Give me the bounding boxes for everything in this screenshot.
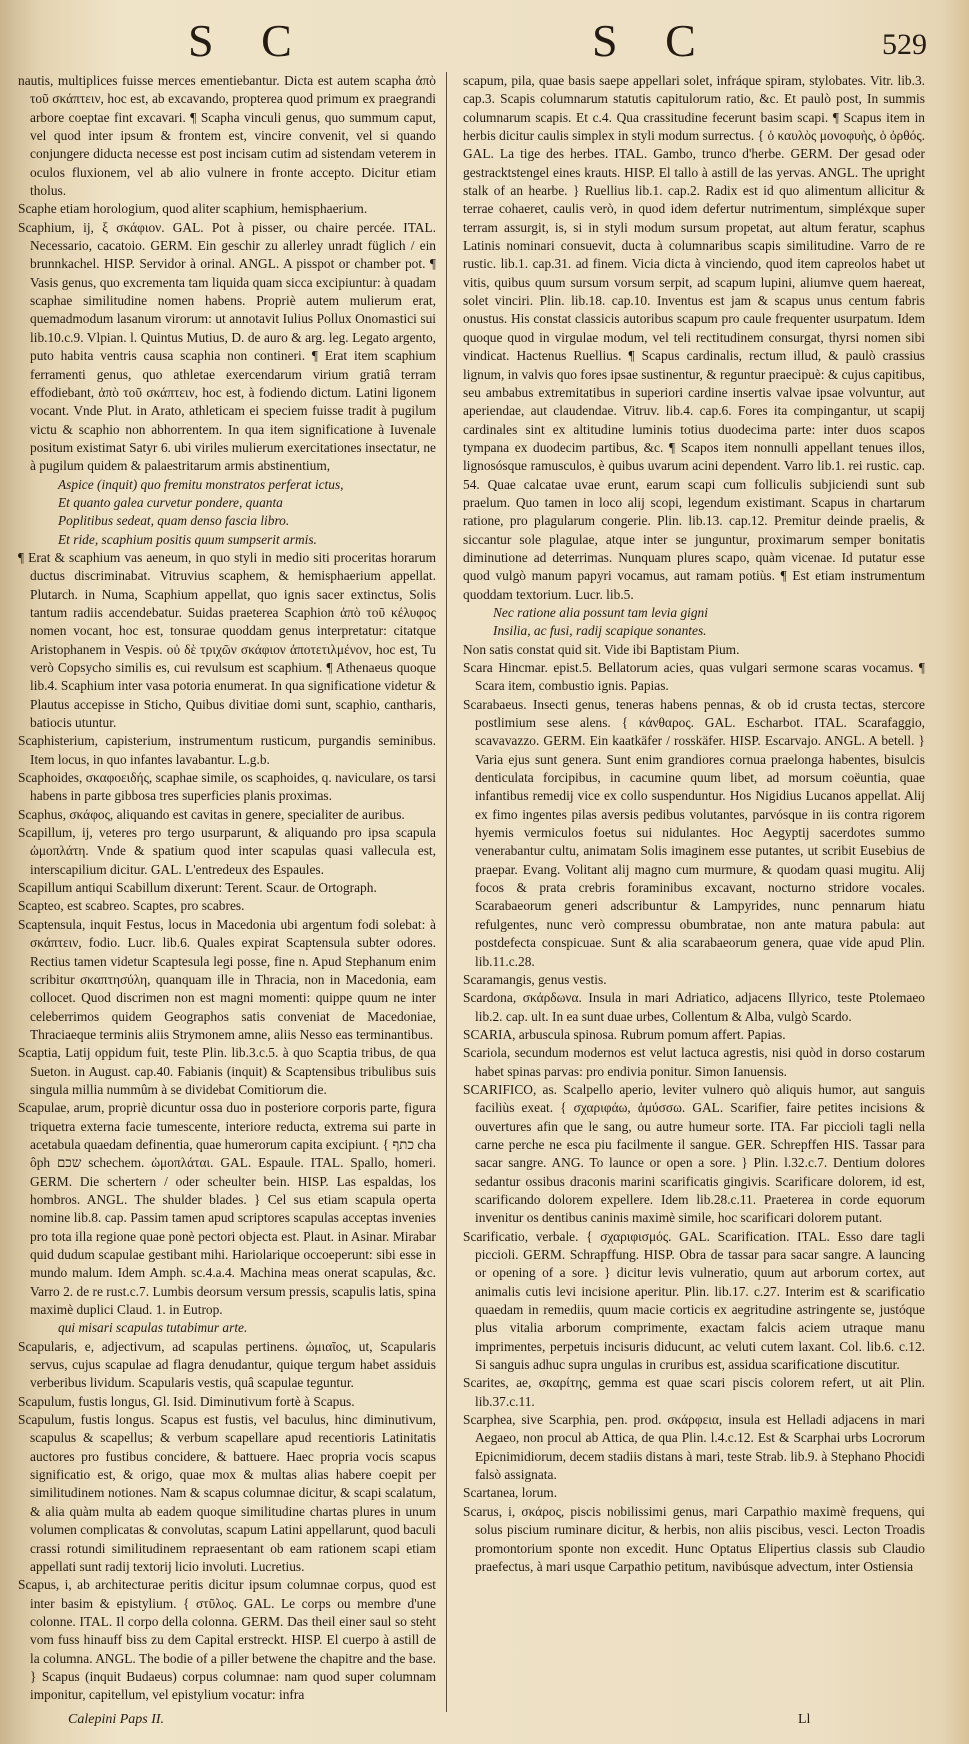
verse-line: Et ride, scaphium positis quum sumpserit armis. (58, 531, 317, 547)
entry-paragraph: Scarus, i, σκάρος, piscis nobilissimi genus, mari Carpathio maximè frequens, qui solus piscium ruminare dicitur, & herbis, non aliis piscibus, vesci. Lecton Troadis promontorium sponte non excedit. Hunc Optatus Elipertius classis sub Claudio praefectus, à mari usque Carpathio petitum, navibúsque advectum, inter Ostiensia (463, 1503, 925, 1574)
entry-paragraph: Scartanea, lorum. (463, 1485, 558, 1501)
running-head-right: S C (592, 15, 714, 66)
right-column (463, 72, 925, 1722)
entry-paragraph: scapum, pila, quae basis saepe appellari solet, infráque spiram, stylobates. Vitr. lib.3. cap.3. Scapis columnarum statutis capitulorum ratio, &c. Et paulò post, In summis columnarum scapis. Et c.4. Qua crassitudine fecerunt basim scapi. ¶ Scapus item in herbis dicitur caulis simplex in styli modum surrectus. { ὁ καυλὸς μονοφυὴς, ὁ ὀρθός. GAL. La tige des herbes. ITAL. Gambo, trunco d'herbe. GERM. Der gesad oder gestracktstengel eines krauts. HISP. El tallo à astill de las yervas. ANGL. The upright stalk of an hearbe. } Ruellius lib.1. cap.2. Radix est id quo alimentum allicitur & terrae cohaeret, caulis verò, in quod idem defertur nutrimentum, simpléxque super terram assurgit, is, si in styli modum sursum propetat, aut altum feratur, scaphus Latinis nominari consuevit, ducta à columnaribus scapis similitudine. Varro de re rustic. lib.1. cap.31. ad finem. Vicia dicta à vinciendo, quod item capreolos habet ut vitis, quibus quum sursum vorsum serpit, ad scapum lupini, aliumve quem haereat, solet vinciri. Plin. lib.18. cap.10. Inventus est jam & scapus unus centum fabris onustus. His constat classicis autoribus scapum pro caule frequenter usurpatum. Idem quoque quod in virgulae modum, vel teli rectitudinem consurgat, thyrsi nomen sibi vindicat. Hactenus Ruellius. ¶ Scapus cardinalis, rectum illud, & paulò crassius lignum, in valvis quo fores ipsae sustinentur, & reguntur praecipuè: & cujus capitibus, seu ambabus extremitatibus in superiori cardine insertis valvae ipsae volvuntur, aut aperiendae, aut claudendae. Vitruv. lib.4. cap.6. Fores ita compingantur, ut scapij cardinales sint ex altitudine luminis totius duodecima parte: inter duos scapos tympana ex duodecim partibus, &c. ¶ Scapos item nonnulli appellant tenues illos, lignosósque ramusculos, è quibus uvarum acini dependent. Varro lib.1. rei rustic. cap. 54. Quae calcatae uvae erunt, earum scapi cum folliculis subjiciendi sunt sub praelum. Quo tamen in loco alij scopi, legendum existimant. Scapus in chartarum ratione, pro plagularum congerie. Plin. lib.13. cap.12. Premitur deinde praelis, & siccantur sole plagulae, atque inter se junguntur, proximarum semper bonitatis diminutione ad deterrimas. Nunquam plures scapo, quàm vicenae. Id putatur esse quod vulgò manum papyri vocamus, aut ramam potiùs. ¶ Est etiam instrumentum quoddam textorium. Lucr. lib.5. (463, 73, 925, 602)
verse-line: Nec ratione alia possunt tam levia gigni (493, 604, 708, 620)
signature-line: Calepini Paps II. (68, 1712, 165, 1727)
entry-paragraph: Scardona, σκάρδωνα. Insula in mari Adriatico, adjacens Illyrico, teste Ptolemaeo lib.2. cap. ult. In ea sunt duae urbes, Collentum & Alba, vulgò Scardo. (463, 990, 925, 1024)
entry-paragraph: Scaphisterium, capisterium, instrumentum rusticum, purgandis seminibus. Item locus, in quo infantes lavabantur. L.g.b. (18, 733, 436, 767)
running-head-left: S C (188, 15, 310, 66)
entry-paragraph: Scariola, secundum modernos est velut lactuca agrestis, nisi quòd in dorso costarum habet spinas parvas: pro endivia ponitur. Simon Ianuensis. (463, 1045, 925, 1079)
entry-paragraph: Scapillum antiqui Scabillum dixerunt: Terent. Scaur. de Ortograph. (18, 880, 377, 896)
entry-paragraph: Non satis constat quid sit. Vide ibi Baptistam Pium. (463, 641, 740, 657)
entry-paragraph: Scapulum, fustis longus. Scapus est fustis, vel baculus, hinc diminutivum, scapulus & scapellus; & verbum scapellare apud recentioris Latinitatis auctores pro fustibus concidere, & battuere. Haec propria vocis scapus significatio est, & origo, quae mox & multas alias habere coepit per similitudinem notiones. Nam & scapus columnae dicitur, & scapi scalatum, & alia quàm multa ab eadem quoque similitudine chartas plures in unum volumen complicatas & convolutas, scapum Latini appellarunt, quod baculi crassi rotundi similitudinem repraesentant ob eam rationem scapi etiam appellati sunt radij textorij licio involuti. Lucretius. (18, 1412, 436, 1574)
entry-paragraph: Scaptensula, inquit Festus, locus in Macedonia ubi argentum fodi solebat: à σκάπτειν, fodio. Lucr. lib.6. Quales expirat Scaptensula subter odores. Rectius tamen videtur Scaptesula legi posse, fine n. Apud Stephanum enim scribitur σκαπτησύλη, quanquam ille in Thracia, non in Macedonia, eam collocet. Quod discrimen non est magni momenti: quippe quum ne inter celeberrimos quidem Geographos satis conveniat de Macedoniae, Thraciaeque terminis aliis Strymonem amne, aliis Nesso eas terminantibus. (18, 916, 436, 1042)
left-column (18, 72, 436, 1722)
page-number: 529 (882, 28, 927, 61)
entry-paragraph: ¶ Erat & scaphium vas aeneum, in quo styli in medio siti proceritas horarum ductus discriminabat. Vitruvius scaphem, & hemisphaerium appellat. Plutarch. in Numa, Scaphium appellat, quo ignis sacer extinctus, Solis tantum radiis accendebatur. Suidas praeterea Scaphion ἀπὸ τοῦ κέλυφος nomen vocant, hoc est, tonsurae quoddam genus interpretatur: citatque Aristophanem in Vespis. οὐ δὲ τριχῶν σκάφιον ἀποτετιλμένον, hoc est, Tu verò Copsycho similis es, cui revulsum est scaphium. ¶ Athenaeus quoque lib.4. Scaphium inter vasa potoria enumerat. In qua significatione videtur & Plautus accepisse in Sticho, Quibus divitiae domi sunt, scaphio, cantharis, batiocis utuntur. (18, 549, 436, 731)
verse-line: Insilia, ac fusi, radij scapique sonantes. (493, 623, 707, 639)
entry-paragraph: Scaptia, Latij oppidum fuit, teste Plin. lib.3.c.5. à quo Scaptia tribus, de qua Sueton. in August. cap.40. Fabianis (inquit) & Scaptensibus tribulibus suis singula millia nummûm à se dividebat Comitiorum die. (18, 1045, 436, 1097)
entry-paragraph: Scapus, i, ab architecturae peritis dicitur ipsum columnae corpus, quod est inter basim & epistylium. { στῦλος. GAL. Le corps ou membre d'une colonne. ITAL. Il corpo della colonna. GERM. Das theil einer saul so steht vom fuss hinauff biss zu dem Capital erstreckt. HISP. El cuerpo à astill de la columna. ANGL. The bodie of a piller betwene the chapitre and the base. } Scapus (inquit Budaeus) corpus columnae: nam quod super columnam imponitur, capitellum, vel epistylium vocatur: infra (18, 1577, 436, 1703)
verse-line: Poplitibus sedeat, quam denso fascia libro. (58, 513, 290, 529)
entry-paragraph: Scarabaeus. Insecti genus, teneras habens pennas, & ob id crusta tectas, stercore postlimium sese alens. { κάνθαρος. GAL. Escharbot. ITAL. Scarafaggio, scavavazzo. GERM. Ein kaatkäfer / rosskäfer. HISP. Escarvajo. ANGL. A betell. } Varia ejus sunt genera. Sunt enim grandiores cornua praelonga habentes, bisulcis denticulata forcipibus, in cacumine quum libet, ad morsum coëuntia, quae infantibus remedij vice ex collo suspenduntur. Hos Nigidius Lucanos appellat. Alij ex fimo ingentes pilas aversis pedibus volutantes, parvósque in iis contra rigorem hyemis vermiculos foetus sui nidulantes. Hoc Aegyptij sacerdotes summo venerabantur cultu, animatam Solis imaginem esse putantes, ut scribit Eusebius de praepar. Evang. Volitant alij magno cum murmure, & quodam quasi mugitu. Alij focos & prata crebris foraminibus excavant, nocturno stridore vocales. Scarabaeorum generi adscribuntur & Lampyrides, nunc pennarum hiatu refulgentes, nunc verò compressu obumbratae, non ante matura pabula: aut postdefecta conspicuae. Sunt & alia scarabaeorum genera, quae vide apud Plin. lib.11.c.28. (463, 696, 925, 969)
verse-line: Aspice (inquit) quo fremitu monstratos perferat ictus, (58, 476, 344, 492)
entry-paragraph: Scaphium, ij, ξ σκάφιον. GAL. Pot à pisser, ou chaire percée. ITAL. Necessario, cacatoio. GERM. Ein geschir zu allerley unradt füglich / ein brunnkachel. HISP. Servidor à orinal. ANGL. A pisspot or chamber pot. ¶ Vasis genus, quo excrementa tam liquida quam sicca excipiuntur: à quadam scaphae similitudine nomen habens. Propriè autem mulierum erat, quemadmodum lasanum virorum: ut annotavit Iulius Pollux Onomastici sui lib.10.c.9. Vlpian. l. Quintus Mutius, D. de auro & arg. leg. Legato argento, puto habita ventris causa scaphia non contineri. ¶ Erat item scaphium ferramenti genus, quo athletae exercendarum virium gratiâ terram effodiebant, ἀπὸ τοῦ σκάπτειν, hoc est, à fodiendo dictum. Latini ligonem vocant. Vnde Plut. in Arato, athleticam ei speciem fuisse tradit à pugilum victu & scaphio non abhorrentem. In qua item significatione à Iuvenale positum existimat Satyr 6. ubi viriles mulierum exercitationes insectatur, ne à pugilum quidem & palaestritarum armis abstinentium, (18, 219, 436, 474)
entry-paragraph: Scarificatio, verbale. { σχαριφισμός. GAL. Scarification. ITAL. Esso dare tagli piccioli. GERM. Schrapffung. HISP. Obra de tassar para sacar sangre. A launcing or opening of a sore. } dicitur levis vulneratio, quum aut arborum cortex, aut animalis cutis levi incisione aperitur. Plin. lib.17. c.27. Interim est & scarificatio quaedam in remediis, quum macie corticis ex aegritudine astringente se, justóque plus vitalia arborum comprimente, exactam falcis aciem utraque manu imprimentes, perpetuis incisuris diducunt, ac veluti cutem laxant. Col. lib.6. c.12. Si sanguis adhuc supra ungulas in cruribus est, assidua scarificatione discutitur. (463, 1228, 925, 1373)
column-divider (446, 72, 447, 1712)
entry-paragraph: Scaphus, σκάφος, aliquando est cavitas in genere, specialiter de auribus. (18, 806, 405, 822)
entry-paragraph: Scapteo, est scabreo. Scaptes, pro scabres. (18, 898, 245, 914)
entry-paragraph: Scara Hincmar. epist.5. Bellatorum acies, quas vulgari sermone scaras vocamus. ¶ Scara item, combustio ignis. Papias. (463, 660, 925, 694)
entry-paragraph: nautis, multiplices fuisse merces ementiebantur. Dicta est autem scapha ἀπὸ τοῦ σκάπτειν, hoc est, ab excavando, propterea quod primum ex praegrandi arbore coeptae fint excavari. ¶ Scapha vinculi genus, quo summum caput, vel quod inter ipsum & frontem est, vincire convenit, vel si quando conjungere diducta necesse est post incisam cutim ad sistendam veterem in oculos fluxionem, vel ab alio vulnere in fronte accepto. Dicitur etiam tholus. (18, 73, 436, 199)
entry-paragraph: Scapulum, fustis longus, Gl. Isid. Diminutivum fortè à Scapus. (18, 1393, 355, 1409)
entry-paragraph: Scarphea, sive Scarphia, pen. prod. σκάρφεια, insula est Helladi adjacens in mari Aegaeo, non procul ab Attica, de qua Plin. l.4.c.12. Est & Scarphai urbs Locrorum Epicnimidiorum, decem stadiis distans à mari, teste Strab. lib.9. à Stephano Phocidi falsò assignata. (463, 1412, 925, 1483)
entry-paragraph: SCARIFICO, as. Scalpello aperio, leviter vulnero quò aliquis humor, aut sanguis faciliùs exeat. { σχαριφάω, ἀμύσσω. GAL. Scarifier, faire petites incisions & ouvertures afin que le sang, ou autre humeur sorte. ITA. Far piccioli tagli nella carne perche ne esca piu facilmente il sangue. GER. Schrepffen HIS. Tassar para sacar sangre. ANG. To launce or open a sore. } Plin. l.32.c.7. Dentium dolores sedantur ossibus draconis marini scarificatis gingivis. Scarificare dolorem, id est, scarificando dolorem expellere. Idem lib.28.c.11. Praeterea in corde equorum invenitur os dentibus caninis maximè simile, hoc scarificari dolorem putant. (463, 1081, 925, 1226)
verse-line: Et quanto galea curvetur pondere, quanta (58, 494, 283, 510)
entry-paragraph: Scarites, ae, σκαρίτης, gemma est quae scari piscis colorem refert, ut ait Plin. lib.37.c.11. (463, 1375, 925, 1409)
entry-paragraph: Scapulae, arum, propriè dicuntur ossa duo in posteriore corporis parte, figura triquetra externa facie tumescente, interiore reducta, extrema sui parte in acetabula quaedam definentia, quae humerorum capita excipiunt. { כתף cha ôph שכם schechem. ὠμοπλάται. GAL. Espaule. ITAL. Spallo, homeri. GERM. Die schertern / oder scheulter bein. HISP. Las espaldas, los hombros. ANGL. The shulder blades. } Cel sus etiam scapula operta nomine lib.8. cap. Passim tamen apud scriptores scapulas acceptas invenies pro tota illa regione quae ponè pectori objecta est. Plaut. in Asinar. Mirabar quid dudum scapulae gestibant mihi. Hariolarique occoeperunt: sibi esse in mundo malum. Idem Amph. sc.4.a.4. Machina meas onerat scapulas, &c. Varro 2. de re rust.c.7. Lumbis deorsum versum pressis, scapulis latis, spina maximè duplici Claud. 1. in Eutrop. (18, 1100, 436, 1318)
entry-paragraph: Scapillum, ij, veteres pro tergo usurparunt, & aliquando pro ipsa scapula ὠμοπλάτη. Vnde & spatium quod inter scapulas quasi vallecula est, interscapilium dicitur. GAL. L'entredeux des Espaules. (18, 825, 436, 877)
entry-paragraph: SCARIA, arbuscula spinosa. Rubrum pomum affert. Papias. (463, 1026, 786, 1042)
entry-paragraph: Scaphoides, σκαφοειδής, scaphae simile, os scaphoides, q. naviculare, os tarsi habens in parte gibbosa tres superficies planis proximas. (18, 770, 436, 804)
entry-paragraph: Scapularis, e, adjectivum, ad scapulas pertinens. ὠμιαῖος, ut, Scapularis servus, cujus scapulae ad flagra denudantur, quique tergum habet assiduis verberibus lividum. Scapularis vestis, quâ scapulae teguntur. (18, 1338, 436, 1391)
entry-paragraph: Scaramangis, genus vestis. (463, 971, 607, 987)
signature-mark: Ll (798, 1712, 811, 1727)
entry-paragraph: Scaphe etiam horologium, quod aliter scaphium, hemisphaerium. (18, 201, 368, 217)
verse-line: qui misari scapulas tutabimur arte. (58, 1320, 248, 1336)
